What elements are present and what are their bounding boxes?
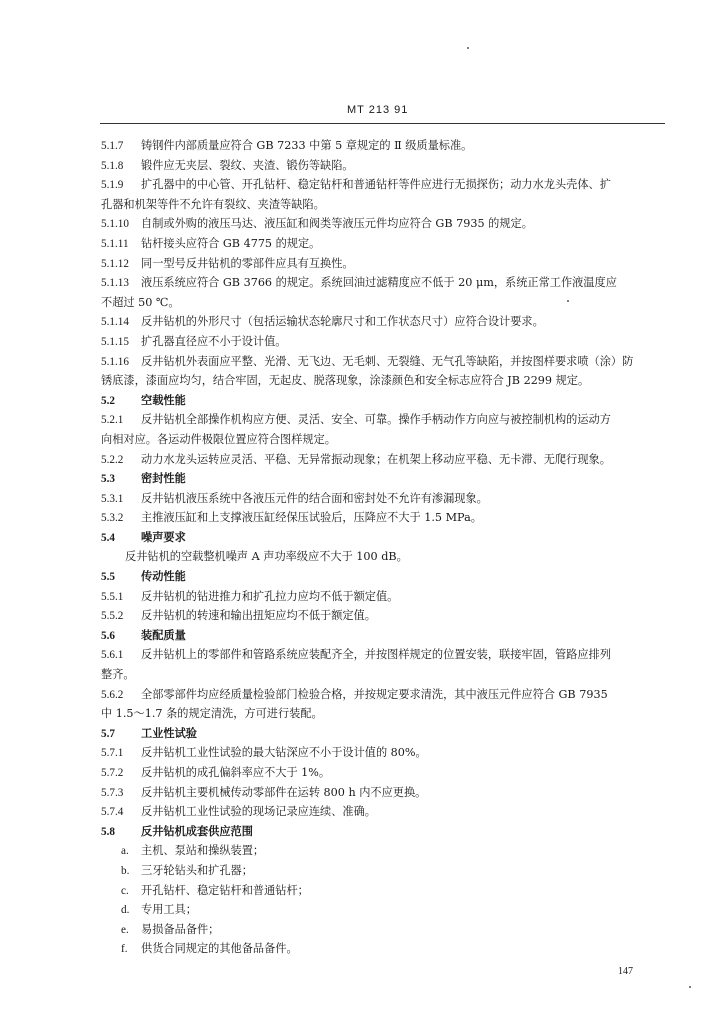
- clause-text: 不超过 50 ℃。: [101, 295, 180, 309]
- clause-number: 5.3.1: [101, 492, 124, 505]
- list-item: [101, 861, 666, 881]
- clause-text: 反井钻机的转速和输出扭矩应均不低于额定值。: [141, 609, 376, 623]
- scan-speck: [689, 986, 691, 988]
- clause-text: 钻杆接头应符合 GB 4775 的规定。: [141, 236, 321, 250]
- clause-line: [101, 195, 666, 215]
- clause-text: 中 1.5～1.7 条的规定清洗，方可进行装配。: [101, 707, 323, 721]
- heading-text: 空载性能: [141, 392, 186, 407]
- clause-text: 反井钻机主要机械传动零部件在运转 800 h 内不应更换。: [141, 785, 427, 799]
- clause-line: [101, 254, 666, 274]
- clause-line: [101, 332, 666, 352]
- clause-number: 5.2: [101, 394, 115, 407]
- clause-text: 反井钻机的空载整机噪声 A 声功率级应不大于 100 dB。: [125, 550, 408, 564]
- clause-line: [101, 430, 666, 450]
- clause-number: 5.1.15: [101, 335, 129, 348]
- clause-line: [101, 234, 666, 254]
- clause-number: 5.7.2: [101, 767, 124, 779]
- clause-text: 液压系统应符合 GB 3766 的规定。系统回油过滤精度应不低于 20 μm，系统正常工作液温度应: [141, 276, 617, 290]
- scan-speck: [567, 300, 569, 302]
- clause-text: 易损备品备件；: [141, 922, 220, 936]
- list-letter: d.: [121, 904, 130, 917]
- section-heading: [101, 822, 666, 842]
- clause-text: 主推液压缸和上支撑液压缸经保压试验后，压降应不大于 1.5 MPa。: [141, 511, 482, 525]
- clause-text: 全部零部件均应经质量检验部门检验合格，并按规定要求清洗，其中液压元件应符合 GB 7935: [141, 687, 608, 701]
- clause-line: [101, 293, 666, 313]
- clause-number: 5.7.1: [101, 747, 124, 760]
- clause-text: 主机、泵站和操纵装置；: [141, 844, 265, 858]
- section-heading: [101, 567, 666, 587]
- clause-number: 5.2.1: [101, 414, 124, 427]
- clause-number: 5.7.4: [101, 806, 124, 819]
- clause-line: [101, 587, 666, 607]
- clause-line: [101, 489, 666, 509]
- clause-number: 5.1.10: [101, 218, 129, 231]
- clause-line: [101, 214, 666, 234]
- clause-number: 5.4: [101, 531, 115, 544]
- section-heading: [101, 626, 666, 646]
- clause-line: [101, 645, 666, 665]
- heading-text: 装配质量: [141, 627, 186, 642]
- clause-text: 孔器和机架等件不允许有裂纹、夹渣等缺陷。: [101, 197, 325, 211]
- clause-line: [101, 783, 666, 803]
- clause-line: [101, 508, 666, 528]
- clause-text: 铸钢件内部质量应符合 GB 7233 中第 5 章规定的 Ⅱ 级质量标准。: [141, 139, 473, 152]
- section-heading: [101, 724, 666, 744]
- clause-number: 5.2.2: [101, 453, 124, 466]
- clause-text: 三牙轮钻头和扩孔器；: [141, 863, 253, 877]
- clause-text: 供货合同规定的其他备品备件。: [141, 942, 298, 956]
- clause-text: 扩孔器中的中心管、开孔钻杆、稳定钻杆和普通钻杆等件应进行无损探伤；动力水龙头壳体、扩: [141, 178, 611, 192]
- clause-line: [101, 352, 666, 372]
- clause-number: 5.1.8: [101, 159, 124, 172]
- clause-text: 反井钻机液压系统中各液压元件的结合面和密封处不允许有渗漏现象。: [141, 491, 488, 505]
- clause-number: 5.6.2: [101, 688, 124, 701]
- clause-number: 5.3: [101, 473, 115, 486]
- clause-line: [101, 156, 666, 176]
- section-heading: [101, 528, 666, 548]
- list-letter: e.: [121, 923, 129, 936]
- clause-text: 反井钻机的成孔偏斜率应不大于 1%。: [141, 766, 331, 779]
- clause-text: 反井钻机工业性试验的最大钻深应不小于设计值的 80%。: [141, 746, 427, 760]
- clause-number: 5.5.2: [101, 610, 124, 623]
- clause-text: 扩孔器直径应不小于设计值。: [141, 334, 287, 348]
- running-header: MT 213 91: [347, 104, 409, 116]
- clause-text: 锈底漆，漆面应均匀，结合牢固，无起皮、脱落现象，涂漆颜色和安全标志应符合 JB 2299 规定。: [101, 374, 590, 388]
- section-heading: [101, 391, 666, 411]
- clause-line: [101, 547, 666, 567]
- clause-line: [101, 802, 666, 822]
- scan-speck: [467, 47, 469, 49]
- clause-line: [101, 665, 666, 685]
- clause-line: [101, 136, 666, 156]
- clause-line: [101, 685, 666, 705]
- clause-number: 5.1.9: [101, 179, 124, 192]
- clause-number: 5.3.2: [101, 512, 124, 525]
- clause-number: 5.5.1: [101, 590, 124, 603]
- clause-number: 5.7: [101, 727, 115, 740]
- list-letter: c.: [121, 884, 129, 897]
- clause-number: 5.8: [101, 825, 115, 838]
- list-item: [101, 920, 666, 940]
- clause-line: [101, 743, 666, 763]
- clause-line: [101, 175, 666, 195]
- header-rule: [100, 123, 665, 124]
- clause-line: [101, 371, 666, 391]
- heading-text: 密封性能: [141, 471, 186, 486]
- list-letter: b.: [121, 864, 130, 877]
- clause-text: 反井钻机的钻进推力和扩孔拉力应均不低于额定值。: [141, 589, 399, 603]
- clause-line: [101, 312, 666, 332]
- heading-text: 反井钻机成套供应范围: [141, 823, 253, 838]
- clause-text: 自制或外购的液压马达、液压缸和阀类等液压元件均应符合 GB 7935 的规定。: [141, 217, 533, 231]
- clause-number: 5.1.12: [101, 257, 129, 270]
- section-heading: [101, 469, 666, 489]
- page-number: 147: [618, 966, 633, 977]
- clause-number: 5.1.7: [101, 140, 124, 152]
- clause-line: [101, 704, 666, 724]
- clause-number: 5.6: [101, 629, 115, 642]
- clause-number: 5.1.14: [101, 316, 129, 329]
- clause-number: 5.1.11: [101, 237, 129, 250]
- list-item: [101, 900, 666, 920]
- clause-line: [101, 450, 666, 470]
- clause-text: 反井钻机外表面应平整、光滑、无飞边、无毛刺、无裂缝、无气孔等缺陷，并按图样要求喷（涂）防: [141, 354, 634, 368]
- clause-text: 反井钻机工业性试验的现场记录应连续、准确。: [141, 805, 376, 819]
- list-letter: f.: [121, 943, 128, 956]
- clause-text: 同一型号反井钻机的零部件应具有互换性。: [141, 256, 354, 270]
- document-body: [101, 136, 666, 959]
- list-item: [101, 841, 666, 861]
- clause-line: [101, 606, 666, 626]
- list-item: [101, 939, 666, 959]
- clause-line: [101, 410, 666, 430]
- clause-number: 5.5: [101, 571, 115, 584]
- clause-text: 开孔钻杆、稳定钻杆和普通钻杆；: [141, 883, 309, 897]
- clause-number: 5.1.16: [101, 355, 129, 368]
- heading-text: 传动性能: [141, 569, 186, 584]
- clause-text: 反井钻机的外形尺寸（包括运输状态轮廓尺寸和工作状态尺寸）应符合设计要求。: [141, 315, 544, 329]
- list-letter: a.: [121, 845, 129, 858]
- clause-number: 5.6.1: [101, 649, 124, 662]
- clause-number: 5.1.13: [101, 277, 129, 290]
- clause-text: 锻件应无夹层、裂纹、夹渣、锻伤等缺陷。: [141, 158, 354, 172]
- clause-text: 整齐。: [101, 668, 135, 682]
- clause-line: [101, 273, 666, 293]
- clause-text: 反井钻机上的零部件和管路系统应装配齐全，并按图样规定的位置安装，联接牢固，管路应排列: [141, 648, 611, 662]
- clause-text: 反井钻机全部操作机构应方便、灵活、安全、可靠。操作手柄动作方向应与被控制机构的运动方: [141, 413, 611, 427]
- clause-text: 动力水龙头运转应灵活、平稳、无异常振动现象；在机架上移动应平稳、无卡滞、无爬行现象。: [141, 452, 611, 466]
- clause-text: 专用工具；: [141, 903, 197, 917]
- list-item: [101, 881, 666, 901]
- clause-text: 向相对应。各运动件极限位置应符合图样规定。: [101, 432, 336, 446]
- heading-text: 工业性试验: [141, 725, 197, 740]
- clause-number: 5.7.3: [101, 786, 124, 799]
- heading-text: 噪声要求: [141, 529, 186, 544]
- clause-line: [101, 763, 666, 783]
